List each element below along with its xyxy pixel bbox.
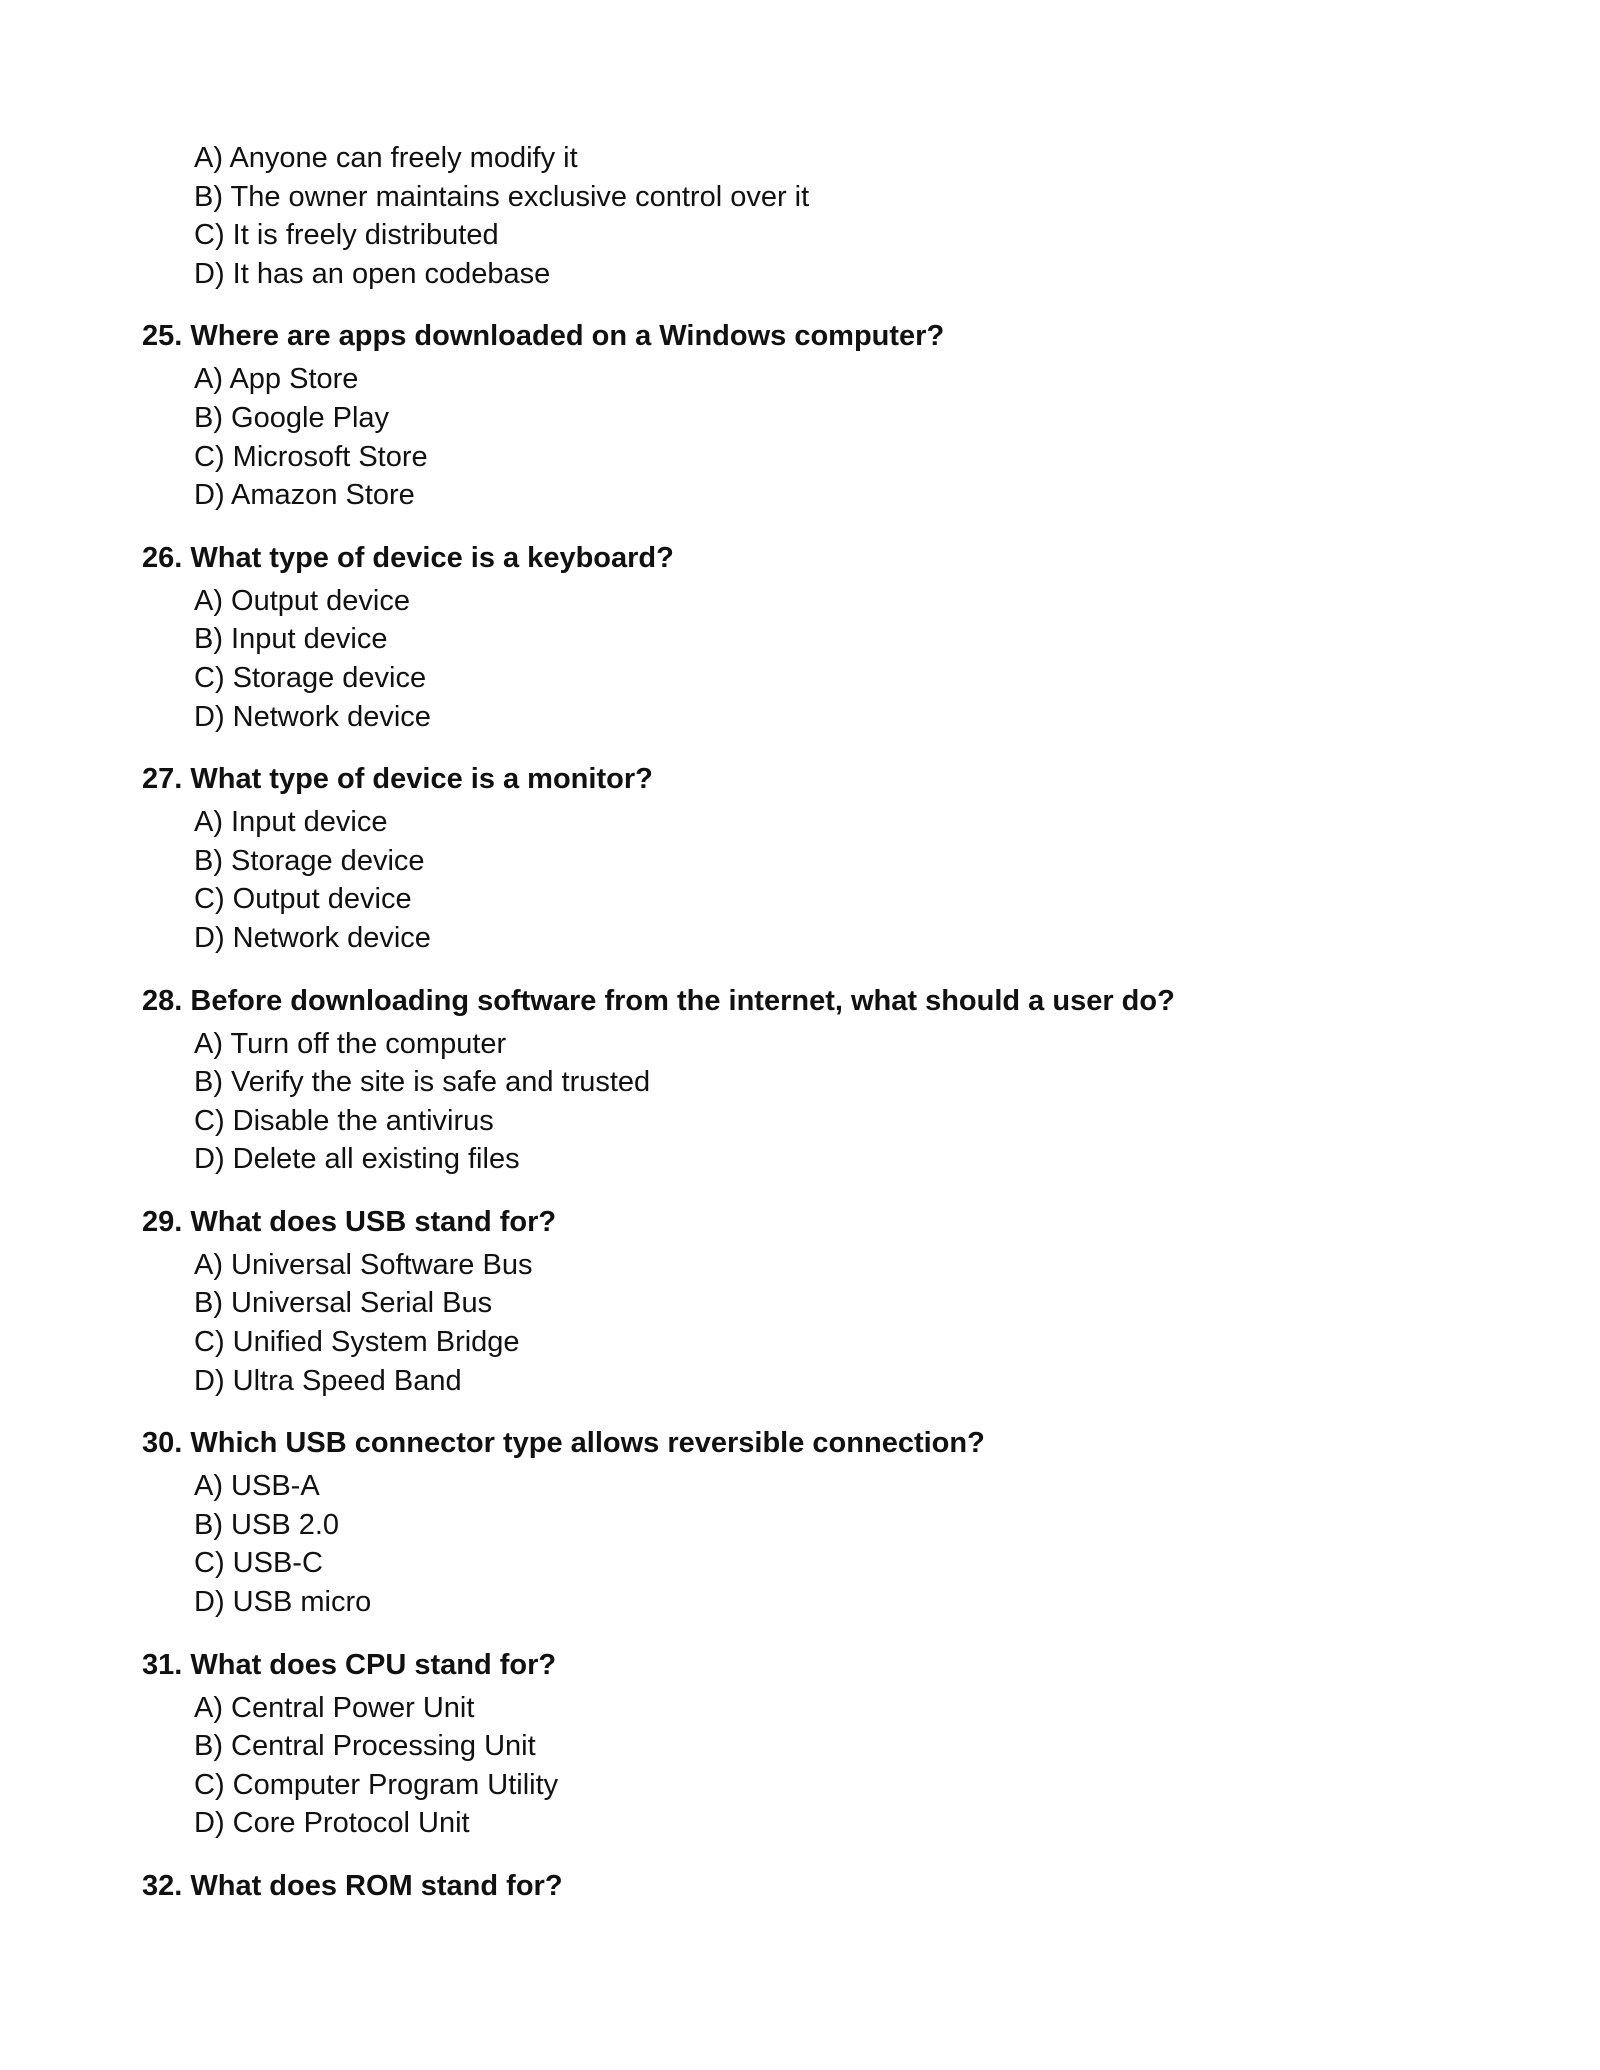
option: C) It is freely distributed (194, 219, 499, 252)
quiz-content (142, 139, 1462, 1910)
question-26 (142, 539, 1462, 736)
option: B) Central Processing Unit (194, 1730, 536, 1763)
option: A) Central Power Unit (194, 1691, 475, 1724)
option: A) Turn off the computer (194, 1027, 507, 1060)
option-list (142, 1467, 1462, 1621)
question-text: 28. Before downloading software from the internet, what should a user do? (142, 984, 1175, 1017)
option: C) Unified System Bridge (194, 1326, 520, 1359)
option: C) USB-C (194, 1547, 323, 1580)
option: C) Output device (194, 883, 412, 916)
option: C) Microsoft Store (194, 440, 428, 473)
question-25 (142, 317, 1462, 514)
question-28 (142, 982, 1462, 1179)
question-31 (142, 1646, 1462, 1843)
option-list (142, 582, 1462, 736)
option: D) It has an open codebase (194, 257, 551, 290)
option-list (142, 1025, 1462, 1179)
question-30 (142, 1424, 1462, 1621)
option: D) Amazon Store (194, 479, 415, 512)
question-text: 25. Where are apps downloaded on a Windows computer? (142, 320, 945, 353)
question-text: 26. What type of device is a keyboard? (142, 541, 674, 574)
option-list-continued (142, 139, 1462, 293)
option: A) Anyone can freely modify it (194, 142, 578, 174)
question-32 (142, 1867, 1462, 1905)
question-text: 31. What does CPU stand for? (142, 1648, 557, 1681)
option: D) Network device (194, 700, 431, 733)
option: D) Core Protocol Unit (194, 1807, 470, 1840)
option-list (142, 360, 1462, 514)
option: C) Computer Program Utility (194, 1768, 559, 1801)
option: D) Delete all existing files (194, 1143, 520, 1176)
option: A) Input device (194, 806, 388, 839)
option: D) USB micro (194, 1586, 372, 1619)
question-27 (142, 760, 1462, 957)
option: B) Google Play (194, 401, 390, 434)
option: A) App Store (194, 363, 359, 396)
option: B) Verify the site is safe and trusted (194, 1066, 651, 1099)
option: A) USB-A (194, 1470, 320, 1503)
option-list (142, 1689, 1462, 1843)
question-text: 29. What does USB stand for? (142, 1205, 557, 1238)
option: B) USB 2.0 (194, 1508, 340, 1541)
question-text: 32. What does ROM stand for? (142, 1870, 563, 1902)
question-text: 30. Which USB connector type allows reversible connection? (142, 1427, 985, 1460)
question-29 (142, 1203, 1462, 1400)
option: C) Disable the antivirus (194, 1104, 494, 1137)
option: D) Ultra Speed Band (194, 1364, 462, 1397)
question-text: 27. What type of device is a monitor? (142, 763, 653, 796)
option: A) Universal Software Bus (194, 1248, 533, 1281)
option: A) Output device (194, 584, 410, 617)
option: D) Network device (194, 921, 431, 954)
option-list (142, 803, 1462, 957)
option: B) Universal Serial Bus (194, 1287, 493, 1320)
option: C) Storage device (194, 661, 427, 694)
option: B) Storage device (194, 844, 425, 877)
option: B) Input device (194, 623, 388, 656)
option: B) The owner maintains exclusive control over it (194, 180, 810, 213)
option-list (142, 1246, 1462, 1400)
